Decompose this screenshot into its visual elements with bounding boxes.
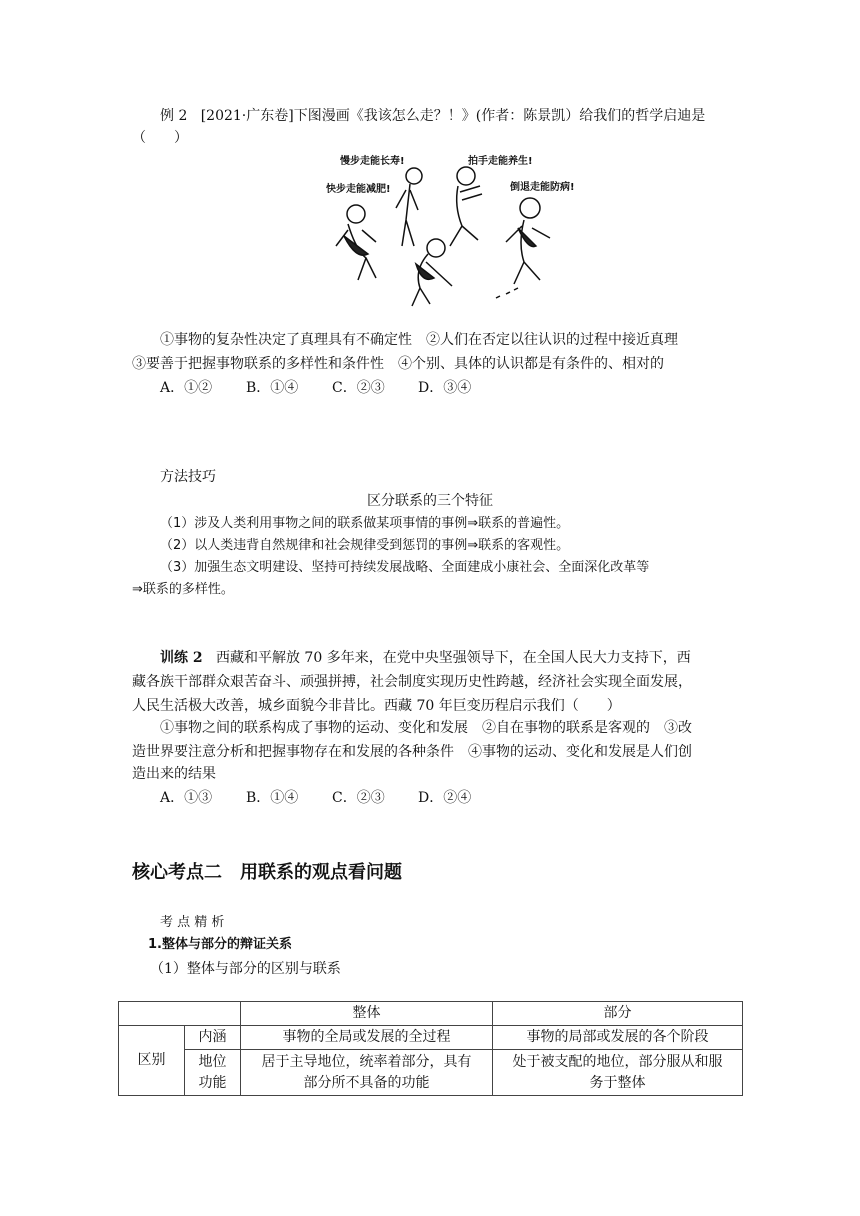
cartoon-image xyxy=(318,150,588,310)
option-c: C．②③ xyxy=(332,790,385,806)
example-statement-line-2: ③要善于把握事物联系的多样性和条件性 ④个别、具体的认识都是有条件的、相对的 xyxy=(132,356,664,372)
training-label: 训练 2 xyxy=(160,650,203,666)
option-c: C．②③ xyxy=(332,380,385,396)
cartoon-bubble-3: 快步走能减肥! xyxy=(326,184,391,195)
table-corner-cell xyxy=(119,1002,241,1026)
training-stem: 西藏和平解放 70 多年来，在党中央坚强领导下，在全国人民大力支持下，西 xyxy=(215,650,691,666)
cartoon-bubble-4: 倒退走能防病! xyxy=(510,182,575,193)
table-cell-line: 务于整体 xyxy=(589,1074,646,1091)
table-cell-line: 部分所不具备的功能 xyxy=(303,1074,430,1091)
option-d: D．②④ xyxy=(418,790,472,806)
section-title: 核心考点二 用联系的观点看问题 xyxy=(132,862,402,883)
table-cell: 事物的局部或发展的各个阶段 xyxy=(493,1026,743,1050)
table-row xyxy=(119,1026,743,1050)
option-b: B．①④ xyxy=(246,380,299,396)
analysis-label: 考 点 精 析 xyxy=(160,915,225,930)
training-options xyxy=(160,788,504,808)
option-a: A．①③ xyxy=(160,790,213,806)
sub-item-1: （1）整体与部分的区别与联系 xyxy=(150,961,341,977)
table-row-label-line: 功能 xyxy=(198,1074,227,1091)
table-header-row xyxy=(119,1002,743,1026)
table-cell xyxy=(241,1050,493,1096)
method-title: 区分联系的三个特征 xyxy=(367,493,493,509)
table-cell: 事物的全局或发展的全过程 xyxy=(241,1026,493,1050)
method-item-3-cont: ⇒联系的多样性。 xyxy=(132,582,234,597)
training-stem-line-3: 人民生活极大改善，城乡面貌今非昔比。西藏 70 年巨变历程启示我们（ ） xyxy=(132,698,621,714)
example-label: 例 2 xyxy=(160,108,188,124)
table-header-whole: 整体 xyxy=(241,1002,493,1026)
example-answer-bracket: （ ） xyxy=(132,130,188,146)
method-item-3: （3）加强生态文明建设、坚持可持续发展战略、全面建成小康社会、全面深化改革等 xyxy=(160,560,650,575)
example-options xyxy=(160,378,504,398)
example-statement-line-1: ①事物的复杂性决定了真理具有不确定性 ②人们在否定以往认识的过程中接近真理 xyxy=(160,332,678,348)
table-row-label-line: 地位 xyxy=(198,1053,227,1070)
example-question: 下图漫画《我该怎么走？！》(作者：陈景凯）给我们的哲学启迪是 xyxy=(293,108,706,124)
table-cell-line: 居于主导地位，统率着部分，具有 xyxy=(261,1053,472,1070)
cartoon-bubble-2: 拍手走能养生! xyxy=(468,156,533,167)
method-label: 方法技巧 xyxy=(160,469,216,485)
option-a: A．①② xyxy=(160,380,213,396)
table-cell xyxy=(493,1050,743,1096)
training-statement-line-3: 造出来的结果 xyxy=(132,766,216,782)
training-statement-line-2: 造世界要注意分析和把握事物存在和发展的各种条件 ④事物的运动、变化和发展是人们创 xyxy=(132,744,692,760)
cartoon-bubble-1: 慢步走能长寿! xyxy=(340,156,405,167)
table-header-part: 部分 xyxy=(493,1002,743,1026)
table-row xyxy=(119,1050,743,1096)
option-b: B．①④ xyxy=(246,790,299,806)
training-statement-line-1: ①事物之间的联系构成了事物的运动、变化和发展 ②自在事物的联系是客观的 ③改 xyxy=(160,720,692,736)
method-item-1: （1）涉及人类利用事物之间的联系做某项事情的事例⇒联系的普遍性。 xyxy=(160,516,570,531)
training-stem-line-2: 藏各族干部群众艰苦奋斗、顽强拼搏，社会制度实现历史性跨越，经济社会实现全面发展， xyxy=(132,674,692,690)
table-row-label xyxy=(185,1050,241,1096)
training-stem-line-1 xyxy=(160,648,691,668)
table-row-label: 内涵 xyxy=(185,1026,241,1050)
subtitle: 1.整体与部分的辩证关系 xyxy=(148,937,292,952)
example-source: [2021·广东卷] xyxy=(200,108,294,124)
table-cell-line: 处于被支配的地位，部分服从和服 xyxy=(512,1053,723,1070)
method-item-2: （2）以人类违背自然规律和社会规律受到惩罚的事例⇒联系的客观性。 xyxy=(160,538,570,553)
whole-part-table xyxy=(118,1001,743,1096)
example-question-line xyxy=(160,106,705,126)
option-d: D．③④ xyxy=(418,380,472,396)
table-group-label: 区别 xyxy=(119,1026,185,1096)
